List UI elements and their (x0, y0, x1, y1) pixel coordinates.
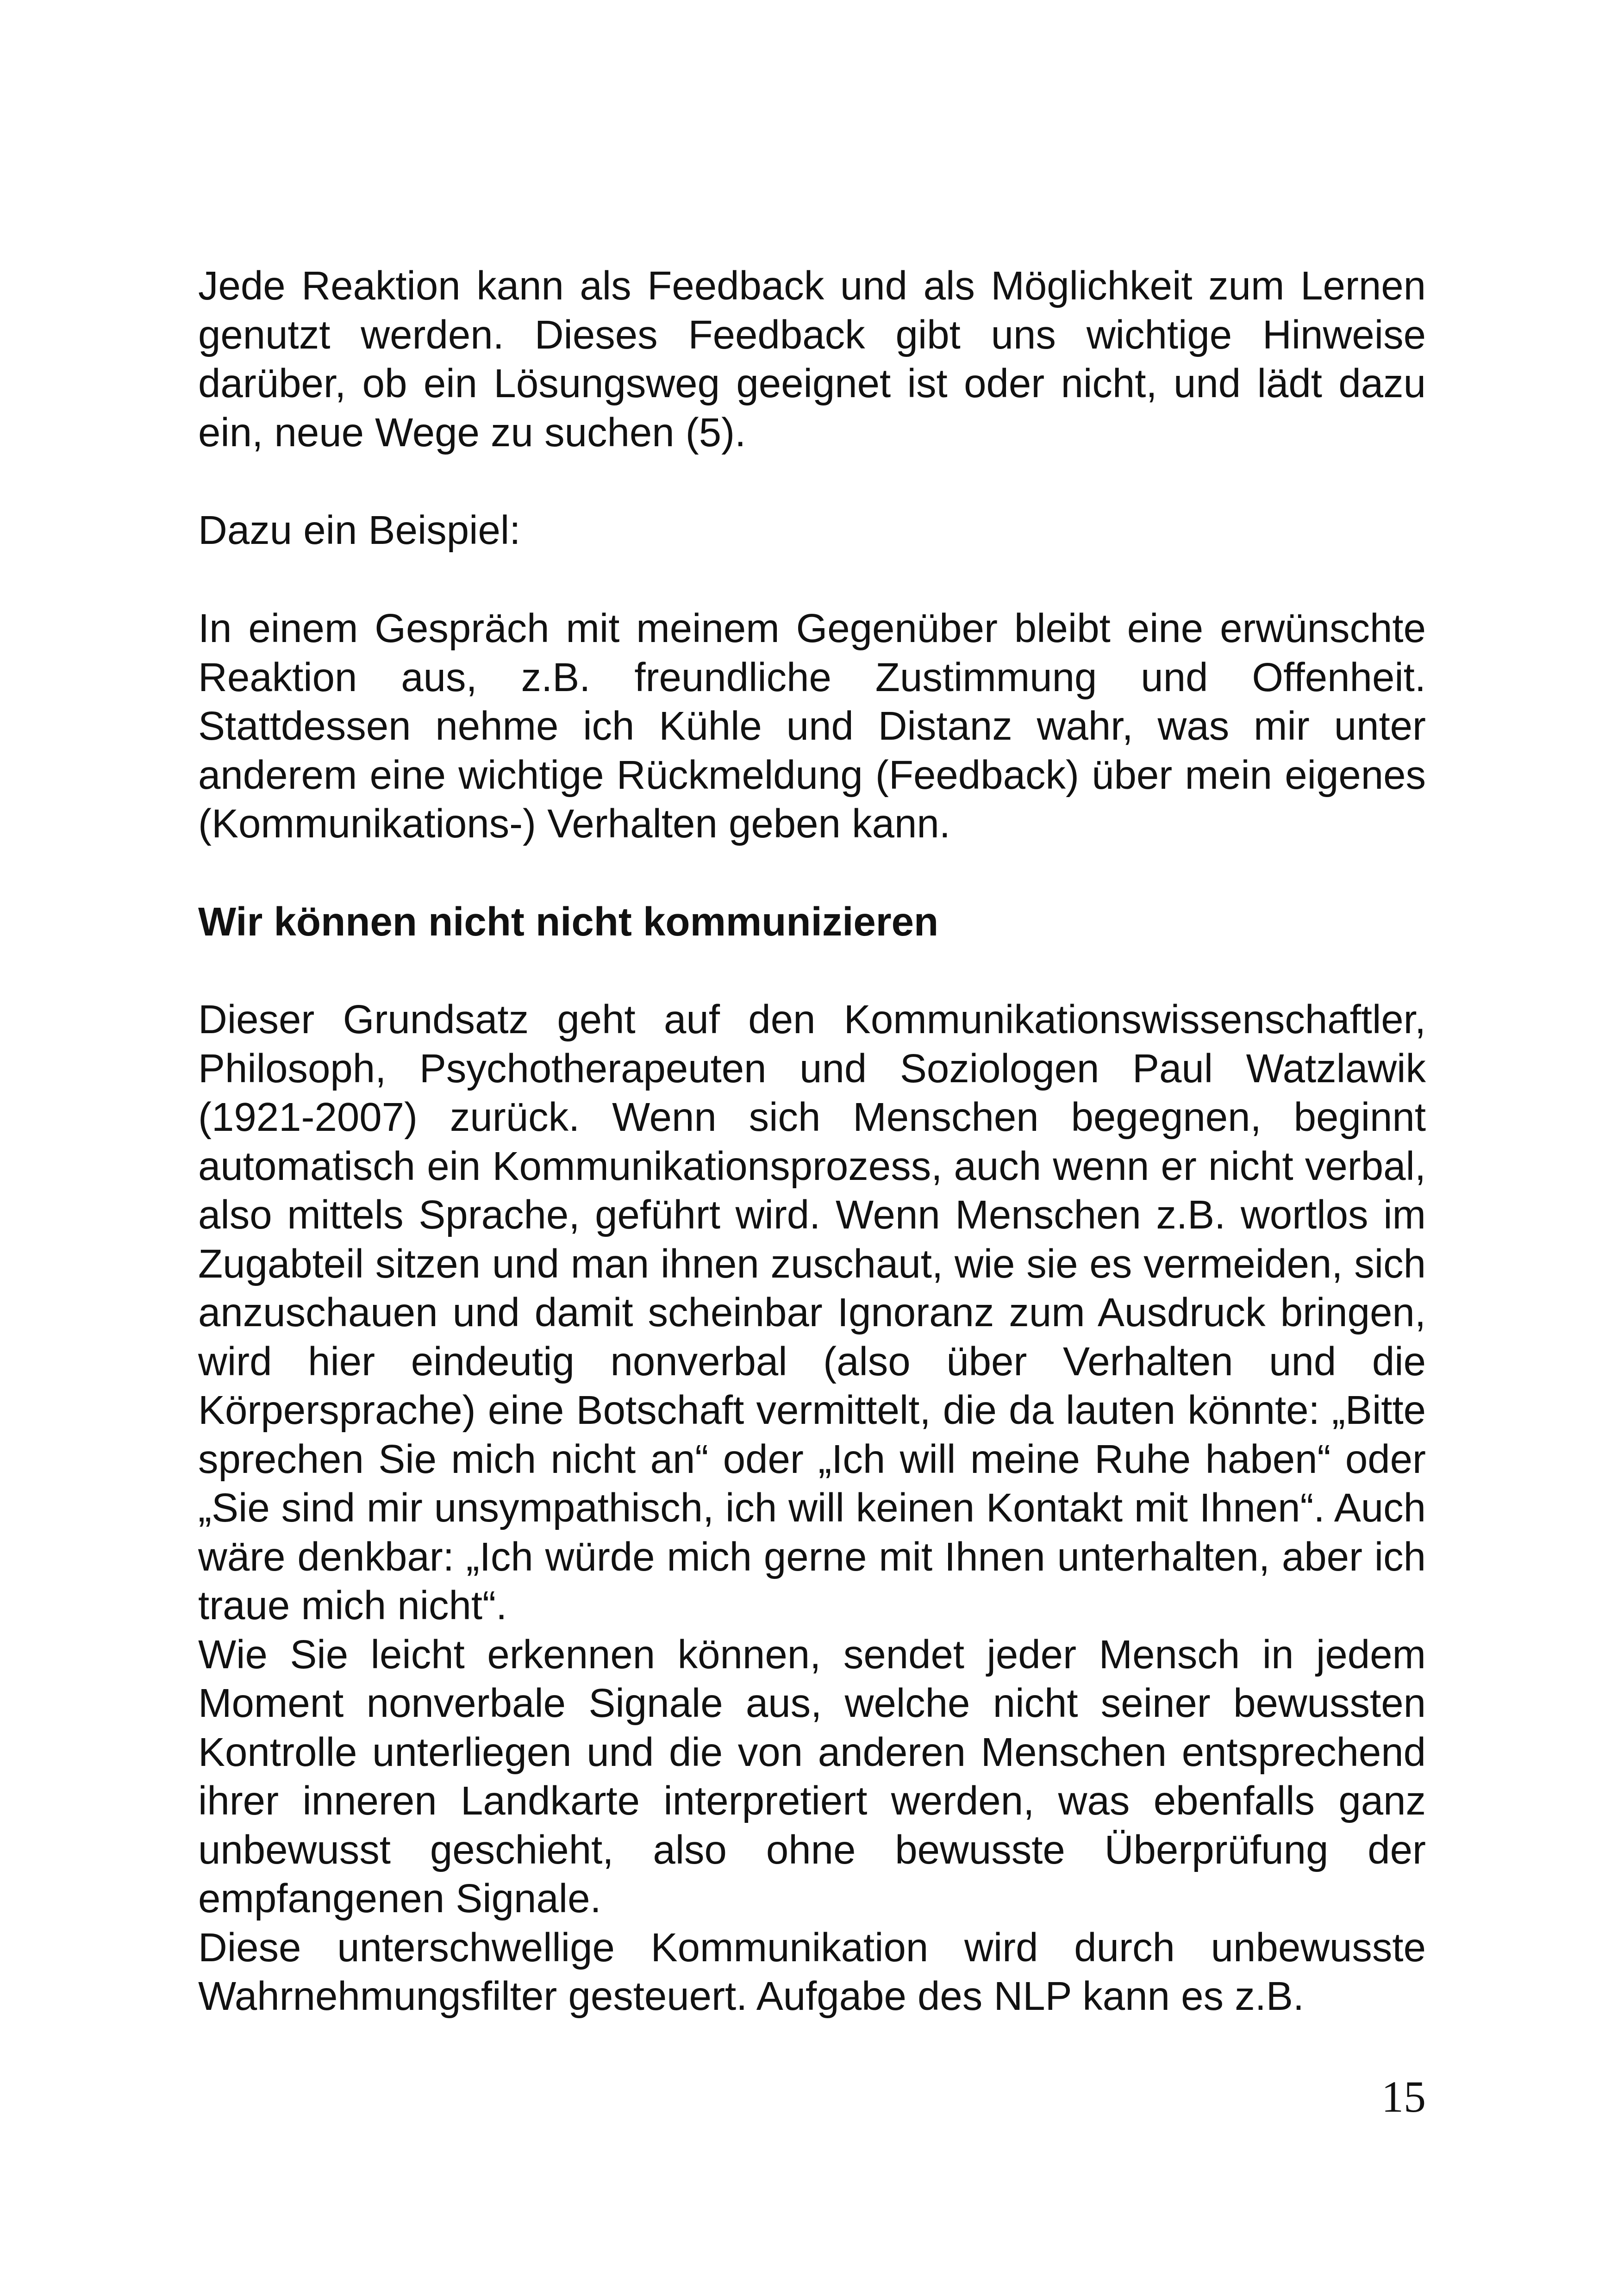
paragraph-text: Jede Reaktion kann als Feedback und als Möglichkeit zum Lernen genutzt werden. Dieses Feedback gibt uns wichtige Hinweise darüber, ob ein Lösungsweg geeignet ist oder nicht, und lädt dazu ein, neue Wege zu suchen (5). (198, 263, 1426, 455)
section-heading: Wir können nicht nicht kommunizieren (198, 899, 939, 944)
body-paragraph-3: Diese unterschwellige Kommunikation wird durch unbewusste Wahrnehmungsfilter gesteuert. Aufgabe des NLP kann es z.B. (198, 1925, 1426, 2019)
paragraph-example-intro (198, 506, 1426, 555)
paragraph-example (198, 604, 1426, 848)
body-paragraph-2: Wie Sie leicht erkennen können, sendet jeder Mensch in jedem Moment nonverbale Signale aus, welche nicht seiner bewussten Kontrolle unterliegen und die von anderen Menschen entsprechend ihrer inneren Landkarte interpretiert werden, was ebenfalls ganz unbewusst geschieht, also ohne bewusste Überprüfung der empfangenen Signale. (198, 1632, 1426, 1921)
paragraph-text: In einem Gespräch mit meinem Gegenüber bleibt eine erwünschte Reaktion aus, z.B. freundliche Zustimmung und Offenheit. Stattdessen nehme ich Kühle und Distanz wahr, was mir unter anderem eine wichtige Rückmeldung (Feedback) über mein eigenes (Kommunikations-) Verhalten geben kann. (198, 606, 1426, 846)
body-paragraph-1: Dieser Grundsatz geht auf den Kommunikationswissenschaftler, Philosoph, Psychotherapeuten und Soziologen Paul Watzlawik (1921-2007) zurück. Wenn sich Menschen begegnen, beginnt automatisch ein Kommunikationsprozess, auch wenn er nicht verbal, also mittels Sprache, geführt wird. Wenn Menschen z.B. wortlos im Zugabteil sitzen und man ihnen zuschaut, wie sie es vermeiden, sich anzuschauen und damit scheinbar Ignoranz zum Ausdruck bringen, wird hier eindeutig nonverbal (also über Verhalten und die Körpersprache) eine Botschaft vermittelt, die da lauten könnte: „Bitte sprechen Sie mich nicht an“ oder „Ich will meine Ruhe haben“ oder „Sie sind mir unsympathisch, ich will keinen Kontakt mit Ihnen“. Auch wäre denkbar: „Ich würde mich gerne mit Ihnen unterhalten, aber ich traue mich nicht“. (198, 997, 1426, 1628)
page-number: 15 (1381, 2072, 1426, 2121)
section-body (198, 995, 1426, 2021)
paragraph-text: Dazu ein Beispiel: (198, 508, 521, 553)
paragraph-feedback (198, 262, 1426, 457)
